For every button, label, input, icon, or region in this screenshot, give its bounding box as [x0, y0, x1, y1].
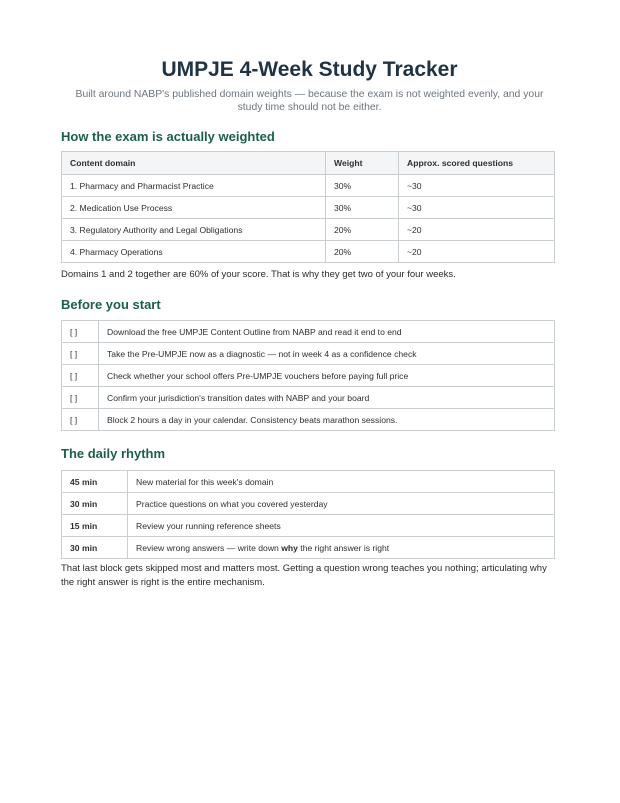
weight-cell: 30% — [326, 175, 399, 197]
duration-cell: 30 min — [62, 537, 128, 559]
weights-table — [61, 151, 555, 263]
checkbox[interactable]: [ ] — [62, 409, 99, 431]
activity-cell — [128, 537, 555, 559]
table-row — [62, 197, 555, 219]
activity-cell: New material for this week's domain — [128, 471, 555, 493]
rhythm-row — [62, 515, 555, 537]
page-subtitle: Built around NABP's published domain weights — because the exam is not weighted evenly, and your study time should not be either. — [75, 89, 544, 113]
rhythm-heading: The daily rhythm — [61, 446, 166, 461]
checklist-text: Download the free UMPJE Content Outline from NABP and read it end to end — [99, 321, 555, 343]
rhythm-row — [62, 537, 555, 559]
page-title: UMPJE 4-Week Study Tracker — [161, 58, 458, 81]
activity-text-after: the right answer is right — [297, 542, 390, 553]
checklist-row — [62, 365, 555, 387]
weight-cell: 20% — [326, 241, 399, 263]
questions-cell: ~20 — [399, 219, 555, 241]
domain-cell: 1. Pharmacy and Pharmacist Practice — [62, 175, 326, 197]
header-weight: Weight — [326, 152, 399, 175]
checklist-text: Block 2 hours a day in your calendar. Consistency beats marathon sessions. — [99, 409, 555, 431]
activity-cell: Review your running reference sheets — [128, 515, 555, 537]
checklist-row — [62, 343, 555, 365]
activity-cell: Practice questions on what you covered yesterday — [128, 493, 555, 515]
rhythm-row — [62, 471, 555, 493]
checklist-text: Take the Pre-UMPJE now as a diagnostic — not in week 4 as a confidence check — [99, 343, 555, 365]
rhythm-row — [62, 493, 555, 515]
table-header-row — [62, 152, 555, 175]
activity-text-before: Review wrong answers — write down — [136, 542, 282, 553]
checklist-text: Confirm your jurisdiction's transition dates with NABP and your board — [99, 387, 555, 409]
domain-cell: 2. Medication Use Process — [62, 197, 326, 219]
checkbox[interactable]: [ ] — [62, 387, 99, 409]
checklist-text: Check whether your school offers Pre-UMPJE vouchers before paying full price — [99, 365, 555, 387]
domain-cell: 3. Regulatory Authority and Legal Obligations — [62, 219, 326, 241]
duration-cell: 15 min — [62, 515, 128, 537]
duration-cell: 30 min — [62, 493, 128, 515]
header-content-domain: Content domain — [62, 152, 326, 175]
questions-cell: ~20 — [399, 241, 555, 263]
questions-cell: ~30 — [399, 197, 555, 219]
duration-cell: 45 min — [62, 471, 128, 493]
checklist-row — [62, 387, 555, 409]
checkbox[interactable]: [ ] — [62, 365, 99, 387]
table-row — [62, 241, 555, 263]
checkbox[interactable]: [ ] — [62, 343, 99, 365]
questions-cell: ~30 — [399, 175, 555, 197]
rhythm-note: That last block gets skipped most and matters most. Getting a question wrong teaches you nothing; articulating why the right answer is right is the entire mechanism. — [61, 563, 547, 588]
rhythm-table — [61, 470, 555, 559]
before-heading: Before you start — [61, 297, 161, 312]
weight-cell: 20% — [326, 219, 399, 241]
weight-cell: 30% — [326, 197, 399, 219]
checklist-row — [62, 321, 555, 343]
weights-note: Domains 1 and 2 together are 60% of your score. That is why they get two of your four weeks. — [61, 269, 456, 280]
checklist-table — [61, 320, 555, 431]
checkbox[interactable]: [ ] — [62, 321, 99, 343]
header-questions: Approx. scored questions — [399, 152, 555, 175]
weights-heading: How the exam is actually weighted — [61, 129, 275, 144]
emphasis-why: why — [281, 542, 298, 553]
table-row — [62, 175, 555, 197]
checklist-row — [62, 409, 555, 431]
table-row — [62, 219, 555, 241]
domain-cell: 4. Pharmacy Operations — [62, 241, 326, 263]
